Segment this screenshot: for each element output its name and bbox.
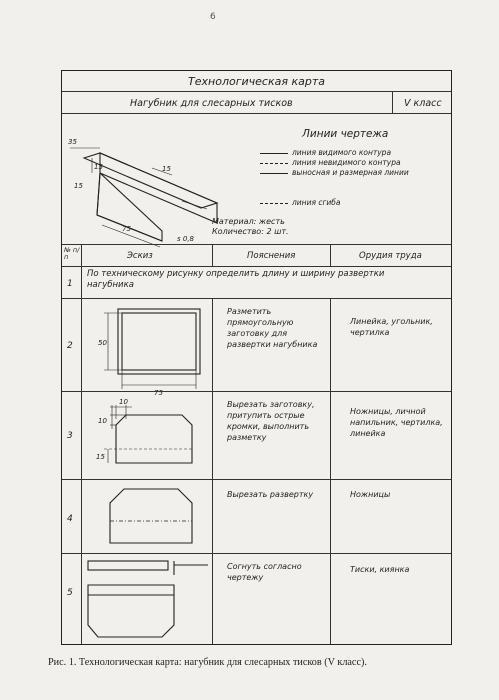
dashed-line-sample [260, 163, 288, 164]
dim-thickness: s 0,8 [177, 235, 195, 243]
sketch-development [82, 481, 212, 556]
sketch-bent-part [82, 555, 212, 645]
row-4-explanation: Вырезать развертку [227, 490, 314, 499]
row-3-tools: Ножницы, личной напильник, чертилка, линейка [350, 407, 443, 438]
dim-10a: 10 [119, 398, 128, 406]
divider [330, 298, 331, 644]
front-face [100, 153, 217, 223]
material-info: Материал: жесть Количество: 2 шт. [212, 217, 289, 236]
figure-caption: Рис. 1. Технологическая карта: нагубник для слесарных тисков (V класс). [48, 657, 367, 668]
dim-15a: 15 [94, 163, 103, 171]
card-title: Технологическая карта [188, 75, 325, 88]
divider [392, 91, 393, 113]
divider [62, 266, 451, 267]
solid-line-sample [260, 153, 288, 154]
header-sketch: Эскиз [127, 251, 153, 261]
divider [62, 391, 451, 392]
dim-15b: 15 [74, 182, 83, 190]
page-number: 6 [210, 12, 216, 22]
divider [62, 244, 451, 245]
divider [62, 553, 451, 554]
row-4-tools: Ножницы [350, 490, 391, 499]
card-subtitle: Нагубник для слесарных тисков [130, 98, 293, 109]
divider [330, 244, 331, 266]
technological-card: Технологическая карта Нагубник для слесарных тисков V класс 35 15 15 15 75 s 0,8 Линии чертежа линия видимого контура линия невидимого контура выносная и размерная линии линия сгиба Материал: жесть Количество: 2 шт. № п/п Эскиз Пояснения Орудия труда 1 По техническому рисунку определить длину и ширину развертки нагубника 2 50 75 Разметить прямоугольную заготовку для развертки нагубника Линейка, угольник, чертилка 3 10 10 15 Вырезать заготовку, притупить острые кромки, выполнить разметку Ножницы, личной напильник, чертилка, линейка 4 Вырезать развертку Ножницы 5 Согнуть согласно чертежу Тиски, киянка [61, 70, 452, 645]
header-num: № п/п [64, 246, 80, 261]
divider [212, 244, 213, 266]
header-tools: Орудия труда [359, 251, 422, 261]
row-number: 1 [67, 279, 73, 289]
legend-title: Линии чертежа [302, 128, 389, 140]
sketch-blank-rectangle [92, 303, 212, 397]
row-5-explanation: Согнуть согласно чертежу [227, 562, 302, 582]
row-number: 5 [67, 588, 73, 598]
row-number: 3 [67, 431, 73, 441]
divider [62, 479, 451, 480]
dim-75: 75 [122, 225, 131, 233]
dashdot-line-sample [260, 203, 288, 204]
sketch-blank-cut [82, 393, 212, 478]
divider [62, 298, 451, 299]
row-3-explanation: Вырезать заготовку, притупить острые кромки, выполнить разметку [227, 400, 315, 442]
header-explanation: Пояснения [247, 251, 296, 261]
dim-10b: 10 [98, 417, 107, 425]
dim-50: 50 [98, 339, 107, 347]
row-2-tools: Линейка, угольник, чертилка [350, 317, 433, 337]
dim-15c: 15 [162, 165, 171, 173]
dim-15: 15 [96, 453, 105, 461]
dim-75: 75 [154, 389, 163, 397]
isometric-drawing [62, 113, 212, 243]
row-1-text: По техническому рисунку определить длину и ширину развертки нагубника [87, 269, 385, 290]
thin-line-sample [260, 173, 288, 174]
row-2-explanation: Разметить прямоугольную заготовку для развертки нагубника [227, 307, 318, 349]
divider [212, 298, 213, 644]
class-label: V класс [404, 98, 442, 109]
row-5-tools: Тиски, киянка [350, 565, 410, 574]
top-face [84, 153, 217, 208]
row-number: 2 [67, 341, 73, 351]
row-number: 4 [67, 514, 73, 524]
dim-35: 35 [68, 138, 77, 146]
